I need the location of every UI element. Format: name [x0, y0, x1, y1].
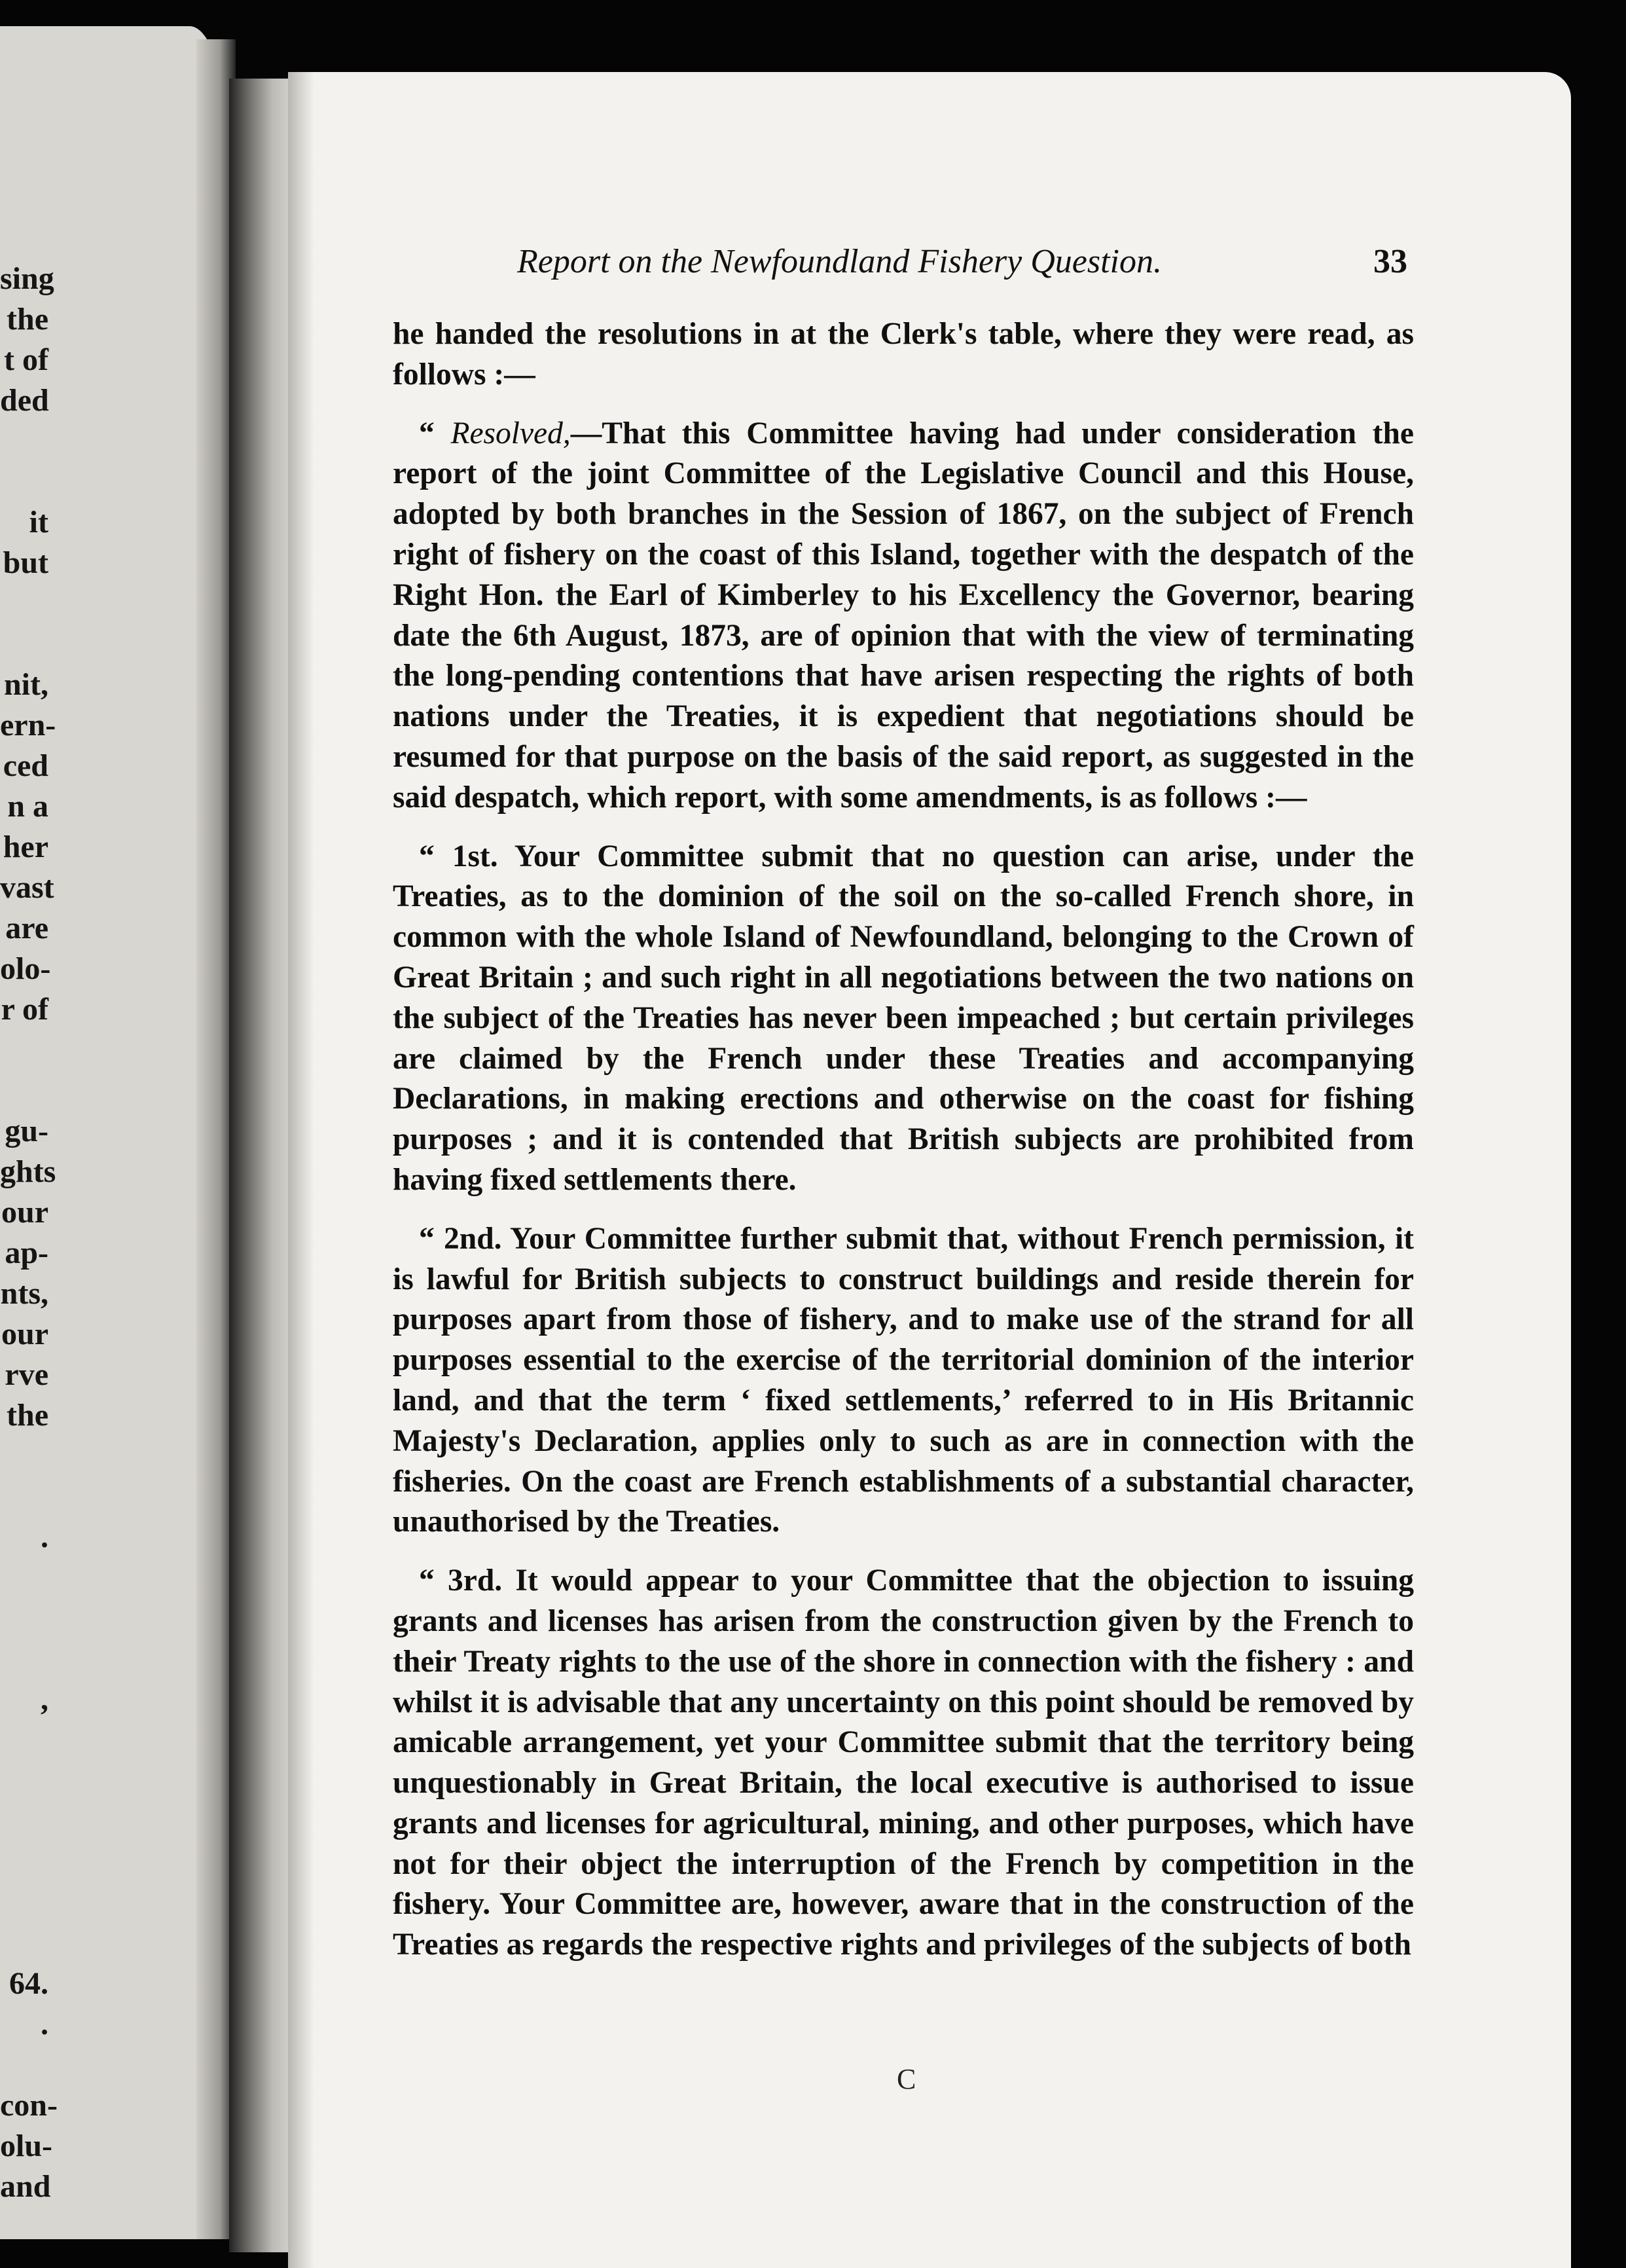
left-fragment-line	[0, 1801, 48, 1842]
left-fragment-line	[0, 583, 48, 624]
left-fragment-line: n a	[7, 789, 48, 824]
resolved-word: Resolved,	[450, 416, 571, 450]
left-fragment-line: our	[1, 1195, 48, 1230]
left-fragment-line: rve	[5, 1357, 48, 1392]
left-fragment-line	[0, 1030, 48, 1070]
paragraph-3rd: “ 3rd. It would appear to your Committee that the objection to issuing grants and licenses has arisen from the construction given by the French to their Treaty rights to the use of the shore in connection with the fishery : and whilst it is advisable that any uncertainty on this point should be removed by amicable arrangement, yet your Committee submit that the territory being unquestionably in Great Britain, the local executive is authorised to issue grants and licenses for agricultural, mining, and other purposes, which have not for their object the interruption of the French by competition in the fishery. Your Committee are, however, aware that in the construction of the Treaties as regards the respective rights and privileges of the subjects of both	[393, 1564, 1414, 1962]
left-fragment-line: .	[41, 1520, 48, 1554]
page-number: 33	[1373, 243, 1407, 280]
left-fragment-line	[0, 1842, 48, 1882]
left-fragment-line	[0, 462, 48, 502]
left-fragment-line: r of	[1, 992, 48, 1027]
left-fragment-line	[0, 1761, 48, 1801]
left-fragment-line	[0, 1070, 48, 1111]
left-fragment-line: t of	[4, 342, 48, 377]
paragraph-1st: “ 1st. Your Committee submit that no question can arise, under the Treaties, as to the dominion of the soil on the so-called French shore, in common with the whole Island of Newfoundland, belonging to the Crown of Great Britain ; and such right in all negotiations between the two nations on the subject of the Treaties has never been impeached ; but certain privileges are claimed by the French under these Treaties and accompanying Declarations, in making erections and otherwise on the coast for fishing purposes ; and it is contended that British subjects are prohibited from having fixed settlements there.	[393, 839, 1414, 1197]
running-header	[517, 242, 1434, 295]
left-fragment-line	[0, 421, 48, 462]
left-fragment-line: ded	[0, 383, 49, 418]
left-fragment-line: and	[0, 2169, 51, 2204]
left-fragment-line: ,	[41, 1682, 48, 1717]
left-fragment-line	[0, 1882, 48, 1923]
page-shadow	[288, 72, 314, 2268]
left-fragment-line	[0, 2045, 48, 2085]
left-fragment-line: 64.	[9, 1966, 48, 2001]
paragraph-intro: he handed the resolutions in at the Clerk's table, where they were read, as follows :—	[393, 317, 1414, 392]
left-fragment-line	[0, 1558, 48, 1598]
left-fragment-line: it	[29, 505, 48, 540]
resolved-text: —That this Committee having had under consideration the report of the joint Committee of the Legislative Council and this House, adopted by both branches in the Session of 1867, on the subject of French right of fishery on the coast of this Island, together with the despatch of the Right Hon. the Earl of Kimberley to his Excellency the Governor, bearing date the 6th August, 1873, are of opinion that with the view of terminating the long-pending contentions that have arisen respecting the rights of both nations under the Treaties, it is expedient that negotiations should be resumed for that purpose on the basis of the said report, as suggested in the said despatch, which report, with some amendments, is as follows :—	[393, 416, 1414, 814]
left-fragment-line	[0, 1436, 48, 1476]
left-fragment-line: ced	[3, 748, 48, 783]
left-fragment-line: nit,	[3, 667, 48, 702]
left-fragment-line: our	[1, 1317, 48, 1351]
left-fragment-line: the	[7, 302, 48, 337]
left-fragment-line: olo-	[0, 951, 51, 986]
left-fragment-line: con-	[0, 2088, 58, 2123]
left-fragment-line: are	[5, 911, 48, 945]
left-page-fragments	[0, 259, 58, 2207]
quote-mark: “	[419, 416, 451, 450]
left-fragment-line	[0, 1720, 48, 1761]
left-fragment-line	[0, 1476, 48, 1517]
left-fragment-line: olu-	[0, 2129, 53, 2163]
running-title: Report on the Newfoundland Fishery Question.	[517, 243, 1163, 280]
left-fragment-line: ap-	[5, 1235, 48, 1270]
left-fragment-line	[0, 1923, 48, 1964]
left-fragment-line: the	[7, 1398, 48, 1433]
left-fragment-line	[0, 1598, 48, 1639]
paragraph-2nd: “ 2nd. Your Committee further submit that, without French permission, it is lawful for British subjects to construct buildings and reside therein for purposes apart from those of fishery, and to make use of the strand for all purposes essential to the exercise of the territorial dominion of the interior land, and that the term ‘ fixed settlements,’ referred to in His Britannic Majesty's Declaration, applies only to such as are in connection with the fisheries. On the coast are French establishments of a substantial character, unauthorised by the Treaties.	[393, 1221, 1414, 1539]
left-fragment-line: vast	[0, 870, 54, 905]
left-fragment-line	[0, 624, 48, 665]
left-fragment-line: ghts	[0, 1154, 56, 1189]
left-fragment-line: her	[3, 830, 48, 864]
signature-mark: C	[897, 2063, 916, 2095]
left-fragment-line: nts,	[0, 1276, 48, 1311]
left-fragment-line: .	[41, 2007, 48, 2041]
left-fragment-line	[0, 1639, 48, 1679]
left-fragment-line: ern-	[0, 708, 56, 742]
paragraph-resolved	[393, 414, 1414, 818]
left-fragment-line: gu-	[5, 1114, 48, 1148]
left-fragment-line: sing	[0, 261, 54, 296]
body-text	[393, 314, 1414, 1984]
left-fragment-line: but	[3, 545, 48, 580]
